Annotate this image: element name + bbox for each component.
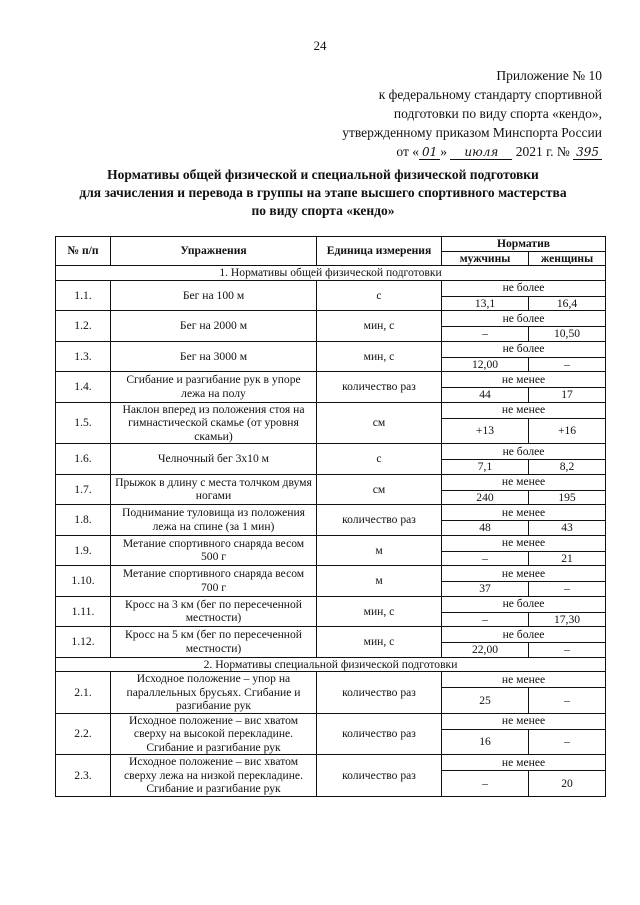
row-comparator: не более — [442, 596, 606, 612]
header-exercise: Упражнения — [111, 237, 317, 266]
row-comparator: не более — [442, 311, 606, 327]
row-comparator: не более — [442, 280, 606, 296]
row-exercise: Метание спортивного снаряда весом 500 г — [111, 535, 317, 566]
title-line-3: по виду спорта «кендо» — [251, 203, 395, 218]
row-number: 1.10. — [56, 566, 111, 597]
date-day-handwritten: 01 — [419, 145, 440, 160]
row-unit: мин, с — [317, 311, 442, 342]
table-row — [56, 596, 606, 612]
table-row — [56, 755, 606, 771]
row-men-value: 13,1 — [442, 296, 529, 311]
date-prefix: от « — [396, 144, 420, 159]
table-row — [56, 627, 606, 643]
row-comparator: не менее — [442, 755, 606, 771]
row-men-value: 44 — [442, 388, 529, 403]
row-exercise: Челночный бег 3х10 м — [111, 444, 317, 475]
row-comparator: не менее — [442, 713, 606, 729]
row-women-value: 17,30 — [529, 612, 606, 627]
row-women-value: +16 — [529, 418, 606, 444]
table-row — [56, 566, 606, 582]
row-comparator: не более — [442, 444, 606, 460]
row-unit: мин, с — [317, 596, 442, 627]
row-women-value: – — [529, 643, 606, 658]
row-number: 1.1. — [56, 280, 111, 311]
table-row — [56, 372, 606, 388]
appendix-block — [342, 66, 602, 162]
table-row — [56, 311, 606, 327]
row-exercise: Прыжок в длину с места толчком двумя ногами — [111, 474, 317, 505]
row-exercise: Кросс на 5 км (бег по пересеченной местности) — [111, 627, 317, 658]
page-number: 24 — [313, 38, 327, 53]
date-year: 2021 г. № — [515, 144, 570, 159]
row-number: 1.9. — [56, 535, 111, 566]
row-comparator: не менее — [442, 402, 606, 418]
row-comparator: не менее — [442, 372, 606, 388]
row-men-value: 12,00 — [442, 357, 529, 372]
row-comparator: не менее — [442, 474, 606, 490]
table-row — [56, 444, 606, 460]
row-exercise: Исходное положение – упор на параллельных брусьях. Сгибание и разгибание рук — [111, 672, 317, 714]
row-women-value: – — [529, 729, 606, 755]
row-number: 1.6. — [56, 444, 111, 475]
appendix-line-3: подготовки по виду спорта «кендо», — [393, 106, 602, 121]
row-number: 1.7. — [56, 474, 111, 505]
row-exercise: Сгибание и разгибание рук в упоре лежа на полу — [111, 372, 317, 403]
row-number: 1.8. — [56, 505, 111, 536]
row-unit: м — [317, 566, 442, 597]
row-unit: с — [317, 444, 442, 475]
row-number: 1.11. — [56, 596, 111, 627]
title-line-2: для зачисления и перевода в группы на этапе высшего спортивного мастерства — [79, 185, 567, 200]
row-exercise: Исходное положение – вис хватом сверху лежа на низкой перекладине. Сгибание и разгибание рук — [111, 755, 317, 797]
table-row — [56, 713, 606, 729]
table-row — [56, 280, 606, 296]
row-exercise: Метание спортивного снаряда весом 700 г — [111, 566, 317, 597]
row-men-value: – — [442, 551, 529, 566]
norms-table — [55, 236, 606, 797]
row-exercise: Бег на 2000 м — [111, 311, 317, 342]
row-women-value: 43 — [529, 521, 606, 536]
appendix-line-1: Приложение № 10 — [496, 68, 602, 83]
header-num: № п/п — [56, 237, 111, 266]
date-number-handwritten: 395 — [573, 145, 602, 160]
row-exercise: Кросс на 3 км (бег по пересеченной местности) — [111, 596, 317, 627]
row-men-value: 240 — [442, 490, 529, 505]
appendix-line-4: утвержденному приказом Минспорта России — [342, 125, 602, 140]
title-line-1: Нормативы общей физической и специальной физической подготовки — [107, 167, 539, 182]
row-number: 2.1. — [56, 672, 111, 714]
row-unit: количество раз — [317, 372, 442, 403]
date-month-handwritten: июля — [450, 145, 512, 160]
table-row — [56, 474, 606, 490]
row-number: 1.12. — [56, 627, 111, 658]
row-women-value: 195 — [529, 490, 606, 505]
row-men-value: 22,00 — [442, 643, 529, 658]
row-unit: мин, с — [317, 341, 442, 372]
row-women-value: – — [529, 688, 606, 714]
table-row — [56, 535, 606, 551]
row-comparator: не более — [442, 627, 606, 643]
table-row — [56, 402, 606, 418]
section-2-header-title: 2. Нормативы специальной физической подготовки — [56, 657, 606, 672]
row-men-value: 25 — [442, 688, 529, 714]
header-women: женщины — [529, 251, 606, 266]
row-women-value: 16,4 — [529, 296, 606, 311]
table-row — [56, 672, 606, 688]
row-unit: мин, с — [317, 627, 442, 658]
row-men-value: +13 — [442, 418, 529, 444]
header-unit: Единица измерения — [317, 237, 442, 266]
row-men-value: 37 — [442, 582, 529, 597]
row-unit: м — [317, 535, 442, 566]
row-women-value: – — [529, 582, 606, 597]
row-unit: количество раз — [317, 672, 442, 714]
row-exercise: Исходное положение – вис хватом сверху на высокой перекладине. Сгибание и разгибание рук — [111, 713, 317, 755]
row-women-value: 17 — [529, 388, 606, 403]
table-row — [56, 341, 606, 357]
row-comparator: не менее — [442, 672, 606, 688]
row-number: 1.2. — [56, 311, 111, 342]
section-2-header — [56, 657, 606, 672]
row-men-value: – — [442, 612, 529, 627]
row-number: 1.4. — [56, 372, 111, 403]
row-unit: количество раз — [317, 505, 442, 536]
row-men-value: – — [442, 327, 529, 342]
row-comparator: не более — [442, 341, 606, 357]
row-women-value: 10,50 — [529, 327, 606, 342]
document-title — [40, 166, 606, 220]
row-women-value: 8,2 — [529, 460, 606, 475]
appendix-date-line — [342, 142, 602, 162]
row-unit: количество раз — [317, 713, 442, 755]
row-exercise: Бег на 100 м — [111, 280, 317, 311]
row-unit: количество раз — [317, 755, 442, 797]
row-men-value: – — [442, 771, 529, 797]
section-1-header — [56, 266, 606, 281]
header-norm: Норматив — [442, 237, 606, 252]
norms-table-body — [56, 266, 606, 797]
header-men: мужчины — [442, 251, 529, 266]
row-men-value: 48 — [442, 521, 529, 536]
date-mid: » — [440, 144, 448, 159]
row-exercise: Поднимание туловища из положения лежа на спине (за 1 мин) — [111, 505, 317, 536]
row-comparator: не менее — [442, 566, 606, 582]
row-men-value: 7,1 — [442, 460, 529, 475]
row-number: 2.3. — [56, 755, 111, 797]
row-women-value: – — [529, 357, 606, 372]
row-comparator: не менее — [442, 505, 606, 521]
row-unit: см — [317, 402, 442, 444]
row-exercise: Наклон вперед из положения стоя на гимнастической скамье (от уровня скамьи) — [111, 402, 317, 444]
row-unit: с — [317, 280, 442, 311]
row-number: 2.2. — [56, 713, 111, 755]
row-women-value: 20 — [529, 771, 606, 797]
section-1-header-title: 1. Нормативы общей физической подготовки — [56, 266, 606, 281]
table-row — [56, 505, 606, 521]
row-unit: см — [317, 474, 442, 505]
row-comparator: не менее — [442, 535, 606, 551]
row-exercise: Бег на 3000 м — [111, 341, 317, 372]
row-number: 1.3. — [56, 341, 111, 372]
row-women-value: 21 — [529, 551, 606, 566]
row-men-value: 16 — [442, 729, 529, 755]
appendix-line-2: к федеральному стандарту спортивной — [378, 87, 602, 102]
row-number: 1.5. — [56, 402, 111, 444]
